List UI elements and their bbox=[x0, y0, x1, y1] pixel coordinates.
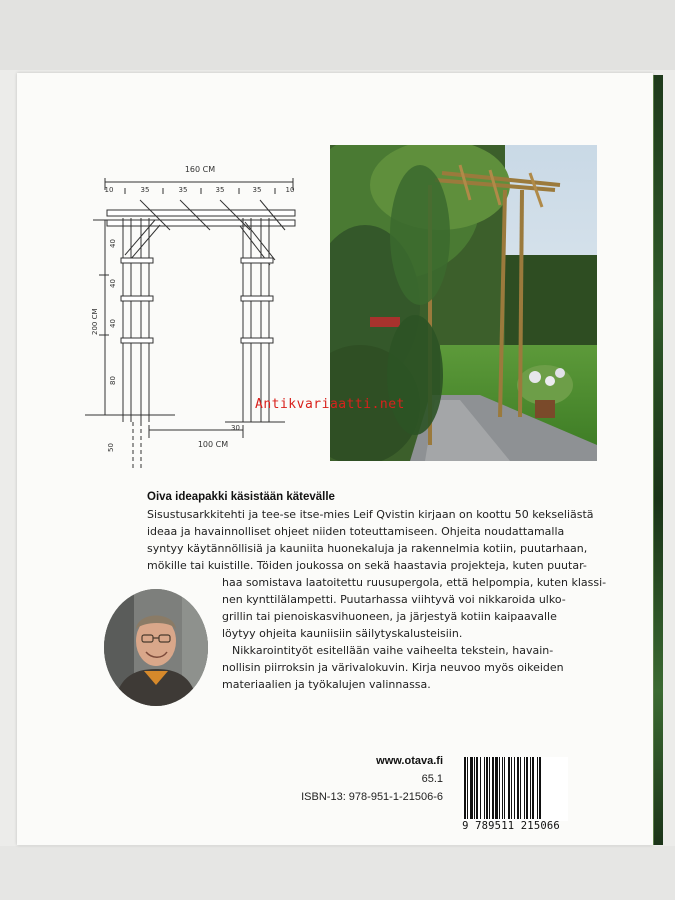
barcode-bar bbox=[467, 757, 468, 819]
segment-label-1: 10 bbox=[104, 186, 114, 194]
barcode-bar bbox=[504, 757, 505, 819]
barcode-bar bbox=[495, 757, 498, 819]
left-measure-4: 80 bbox=[109, 376, 117, 385]
barcode-bar bbox=[486, 757, 488, 819]
barcode-bar bbox=[492, 757, 494, 819]
blurb-line: syntyy käytännöllisiä ja kauniita huonekaluja ja rakennelmia kotiin, puutarhaan, bbox=[147, 542, 588, 555]
barcode-bar bbox=[517, 757, 519, 819]
blurb-line: Sisustusarkkitehti ja tee-se itse-mies Leif Qvistin kirjaan on koottu 50 kekseliästä bbox=[147, 508, 594, 521]
blurb-line: materiaalien ja työkalujen valinnassa. bbox=[222, 678, 431, 691]
blurb-line: ideaa ja havainnolliset ohjeet niiden toteuttamiseen. Ohjeita noudattamalla bbox=[147, 525, 565, 538]
segment-label-2: 35 bbox=[140, 186, 150, 194]
barcode-bar bbox=[520, 757, 521, 819]
blurb-line: Nikkarointityöt esitellään vaihe vaiheelta tekstein, havain- bbox=[232, 644, 554, 657]
background-top bbox=[0, 0, 675, 70]
book-spine bbox=[653, 75, 663, 845]
barcode-bar bbox=[526, 757, 528, 819]
top-dimension-label: 160 CM bbox=[184, 165, 216, 174]
blurb-line: nen kynttilälampetti. Puutarhassa viihtyvä voi nikkaroida ulko- bbox=[222, 593, 566, 606]
blurb-line: löytyy ohjeita kauniisiin säilytyskalusteisiin. bbox=[222, 627, 463, 640]
pergola-drawing bbox=[85, 160, 310, 480]
barcode-bar bbox=[511, 757, 512, 819]
blurb-line: haa somistava laatoitettu ruusupergola, että helpompia, kuten klassi- bbox=[222, 576, 607, 589]
blurb-heading: Oiva ideapakki käsistään kätevälle bbox=[147, 491, 335, 503]
publisher-url: www.otava.fi bbox=[376, 755, 443, 767]
author-portrait bbox=[104, 589, 208, 706]
spine-edge bbox=[653, 75, 654, 845]
bottom-left-label: 30 bbox=[231, 424, 240, 432]
barcode-bar bbox=[524, 757, 525, 819]
barcode-bar bbox=[514, 757, 515, 819]
left-measure-5: 50 bbox=[107, 443, 115, 452]
barcode-bar bbox=[537, 757, 538, 819]
barcode-bar bbox=[502, 757, 503, 819]
blurb-line: nollisin piirroksin ja värivalokuvin. Kirja neuvoo myös oikeiden bbox=[222, 661, 564, 674]
barcode-bar bbox=[464, 757, 466, 819]
isbn-number: ISBN-13: 978-951-1-21506-6 bbox=[301, 791, 443, 803]
barcode-digits: 9 789511 215066 bbox=[462, 820, 560, 832]
barcode-bar bbox=[532, 757, 534, 819]
background-bottom bbox=[0, 846, 675, 900]
segment-label-4: 35 bbox=[215, 186, 225, 194]
barcode-bar bbox=[530, 757, 531, 819]
barcode-bar bbox=[508, 757, 510, 819]
barcode bbox=[462, 757, 568, 821]
barcode-bar bbox=[539, 757, 541, 819]
segment-label-5: 35 bbox=[252, 186, 262, 194]
garden-pergola-photo bbox=[330, 145, 597, 461]
bottom-dimension-label: 100 CM bbox=[197, 440, 229, 449]
classification-code: 65.1 bbox=[421, 773, 443, 785]
barcode-bar bbox=[470, 757, 473, 819]
left-measure-2: 40 bbox=[109, 279, 117, 288]
barcode-bar bbox=[489, 757, 490, 819]
blurb-line: grillin tai pienoiskasvihuoneen, ja järjestyä kotiin kaipaavalle bbox=[222, 610, 557, 623]
watermark: Antikvariaatti.net bbox=[255, 397, 405, 412]
left-measure-3: 40 bbox=[109, 319, 117, 328]
barcode-bar bbox=[484, 757, 485, 819]
barcode-bar bbox=[480, 757, 481, 819]
barcode-bar bbox=[476, 757, 478, 819]
blurb-line: mökille tai kuistille. Töiden joukossa on sekä haastavia projekteja, kuten puutar- bbox=[147, 559, 587, 572]
barcode-bar bbox=[474, 757, 475, 819]
height-label: 200 CM bbox=[91, 308, 99, 335]
segment-label-3: 35 bbox=[178, 186, 188, 194]
left-measure-1: 40 bbox=[109, 239, 117, 248]
segment-label-6: 10 bbox=[285, 186, 295, 194]
barcode-bar bbox=[499, 757, 500, 819]
